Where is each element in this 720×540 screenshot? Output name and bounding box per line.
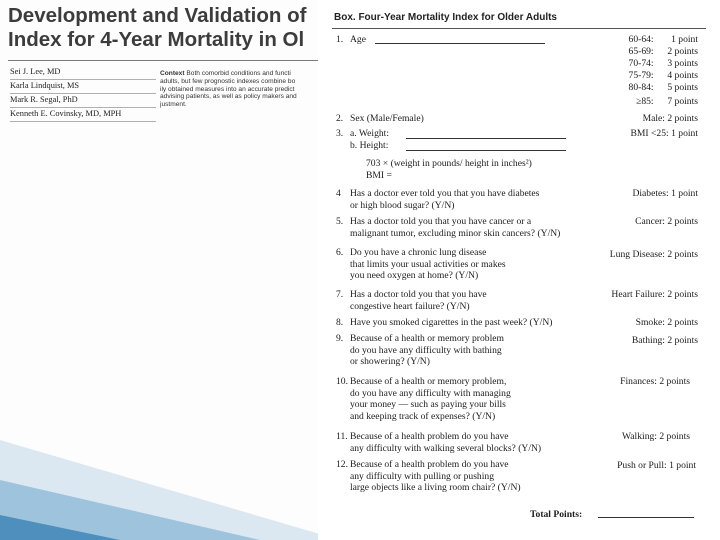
question-text: that limits your usual activities or makes: [350, 258, 506, 270]
question-number: 7.: [336, 289, 344, 300]
age-range: ≥85:: [636, 96, 654, 107]
age-points-row: [612, 34, 698, 46]
question-text: you need oxygen at home? (Y/N): [350, 270, 479, 281]
age-field[interactable]: [375, 43, 545, 44]
cancer-points: Cancer: 2 points: [635, 216, 698, 227]
question-text: Because of a health problem do you have: [350, 459, 509, 470]
abstract-line: justment.: [160, 101, 187, 109]
author-name: Kenneth E. Covinsky, MD, MPH: [10, 108, 156, 122]
question-text: Has a doctor ever told you that you have diabetes: [350, 188, 540, 199]
heart-failure-points: Heart Failure: 2 points: [611, 289, 698, 300]
walking-points: Walking: 2 points: [622, 431, 690, 442]
question-text: Because of a health or memory problem: [350, 333, 504, 344]
age-points: 1 point: [671, 34, 698, 45]
weight-field[interactable]: [406, 138, 566, 139]
question-finances: [336, 376, 590, 422]
question-text: Have you smoked cigarettes in the past week? (Y/N): [350, 317, 553, 328]
total-points-field[interactable]: [598, 517, 694, 518]
slide-decoration: [0, 420, 330, 540]
author-name: Mark R. Segal, PhD: [10, 94, 156, 108]
question-text: large objects like a living room chair? (Y/N): [350, 482, 521, 493]
bmi-formula: 703 × (weight in pounds/ height in inches²): [366, 158, 532, 169]
question-number: 3.: [336, 128, 344, 139]
question-lung-disease: [336, 247, 590, 282]
question-heart-failure: [336, 289, 590, 312]
question-text: congestive heart failure? (Y/N): [350, 300, 470, 312]
age-range: 70-74:: [628, 58, 654, 69]
article-title-line-1: Development and Validation of: [8, 4, 307, 27]
question-text: do you have any difficulty with bathing: [350, 344, 502, 356]
question-number: 11.: [336, 431, 348, 442]
age-points-row: [612, 82, 698, 94]
age-points-row: [612, 70, 698, 82]
article-title: [8, 4, 328, 52]
question-text: Has a doctor told you that you have: [350, 289, 487, 300]
age-range: 65-69:: [628, 46, 654, 57]
box-title: Box. Four-Year Mortality Index for Older Adults: [334, 12, 557, 23]
question-number: 1.: [336, 34, 344, 45]
age-points: 4 points: [667, 70, 698, 81]
question-number: 10.: [336, 376, 348, 387]
height-label: b. Height:: [350, 139, 389, 151]
question-text: do you have any difficulty with managing: [350, 387, 511, 399]
question-text: any difficulty with pulling or pushing: [350, 470, 494, 482]
finances-points: Finances: 2 points: [620, 376, 690, 387]
question-diabetes: [336, 188, 590, 211]
sex-points: Male: 2 points: [642, 113, 698, 124]
total-points-label: Total Points:: [530, 509, 583, 520]
weight-label: a. Weight:: [350, 128, 390, 139]
abstract-line: ily obtained measures into an accurate predict: [160, 85, 295, 93]
question-number: 12.: [336, 459, 348, 470]
question-number: 6.: [336, 247, 344, 258]
abstract-label: Context: [160, 70, 185, 77]
question-number: 5.: [336, 216, 344, 227]
bmi-points: BMI <25: 1 point: [630, 128, 698, 139]
abstract-line: Both comorbid conditions and functi: [186, 70, 291, 77]
question-text: your money — such as paying your bills: [350, 399, 506, 410]
question-push-pull: [336, 459, 590, 494]
question-text: Has a doctor told you that you have cancer or a: [350, 216, 532, 227]
age-points-row: [612, 58, 698, 70]
question-text: any difficulty with walking several blocks? (Y/N): [350, 442, 542, 454]
abstract: [160, 70, 328, 109]
age-range: 60-64:: [628, 34, 654, 45]
age-points: 5 points: [667, 82, 698, 93]
smoke-points: Smoke: 2 points: [635, 317, 698, 328]
age-points-row: [612, 96, 698, 108]
push-pull-points: Push or Pull: 1 point: [617, 460, 696, 471]
question-number: 2.: [336, 113, 344, 124]
age-points: 3 points: [667, 58, 698, 69]
question-bathing: [336, 333, 590, 368]
question-text: or showering? (Y/N): [350, 356, 430, 367]
question-text: Because of a health or memory problem,: [350, 376, 507, 387]
question-text: and keeping track of expenses? (Y/N): [350, 410, 496, 422]
height-field[interactable]: [406, 150, 566, 151]
question-number: 4: [336, 188, 341, 199]
author-list: [10, 66, 156, 122]
sex-label: Sex (Male/Female): [350, 113, 424, 124]
bathing-points: Bathing: 2 points: [631, 335, 698, 346]
question-sex: [336, 113, 590, 125]
author-name: Sei J. Lee, MD: [10, 66, 156, 80]
age-label: Age: [350, 34, 366, 45]
age-range: 75-79:: [628, 70, 654, 81]
question-text: or high blood sugar? (Y/N): [350, 199, 455, 211]
question-number: 8.: [336, 317, 344, 328]
question-smoke: [336, 317, 590, 329]
age-range: 80-84:: [628, 82, 654, 93]
author-name: Karla Lindquist, MS: [10, 80, 156, 94]
question-text: Because of a health problem do you have: [350, 431, 509, 442]
lung-disease-points: Lung Disease: 2 points: [609, 249, 698, 260]
article-page: [0, 0, 330, 540]
question-number: 9.: [336, 333, 344, 344]
abstract-line: adults, but few prognostic indexes combine bo: [160, 77, 296, 85]
diabetes-points: Diabetes: 1 point: [632, 188, 698, 199]
bmi-label: BMI =: [366, 169, 392, 181]
question-text: Do you have a chronic lung disease: [350, 247, 487, 258]
age-points: 7 points: [667, 96, 698, 107]
question-text: malignant tumor, excluding minor skin cancers? (Y/N): [350, 227, 561, 239]
age-points-row: [612, 46, 698, 58]
question-cancer: [336, 216, 590, 239]
question-walking: [336, 431, 590, 454]
mortality-index-box: [318, 0, 720, 540]
age-points: 2 points: [667, 46, 698, 57]
question-bmi: [336, 128, 590, 181]
title-rule: [8, 60, 318, 61]
article-title-line-2: Index for 4-Year Mortality in Ol: [8, 28, 305, 51]
box-title-rule: [332, 28, 706, 29]
abstract-line: advising patients, as well as policy makers and: [160, 93, 297, 101]
